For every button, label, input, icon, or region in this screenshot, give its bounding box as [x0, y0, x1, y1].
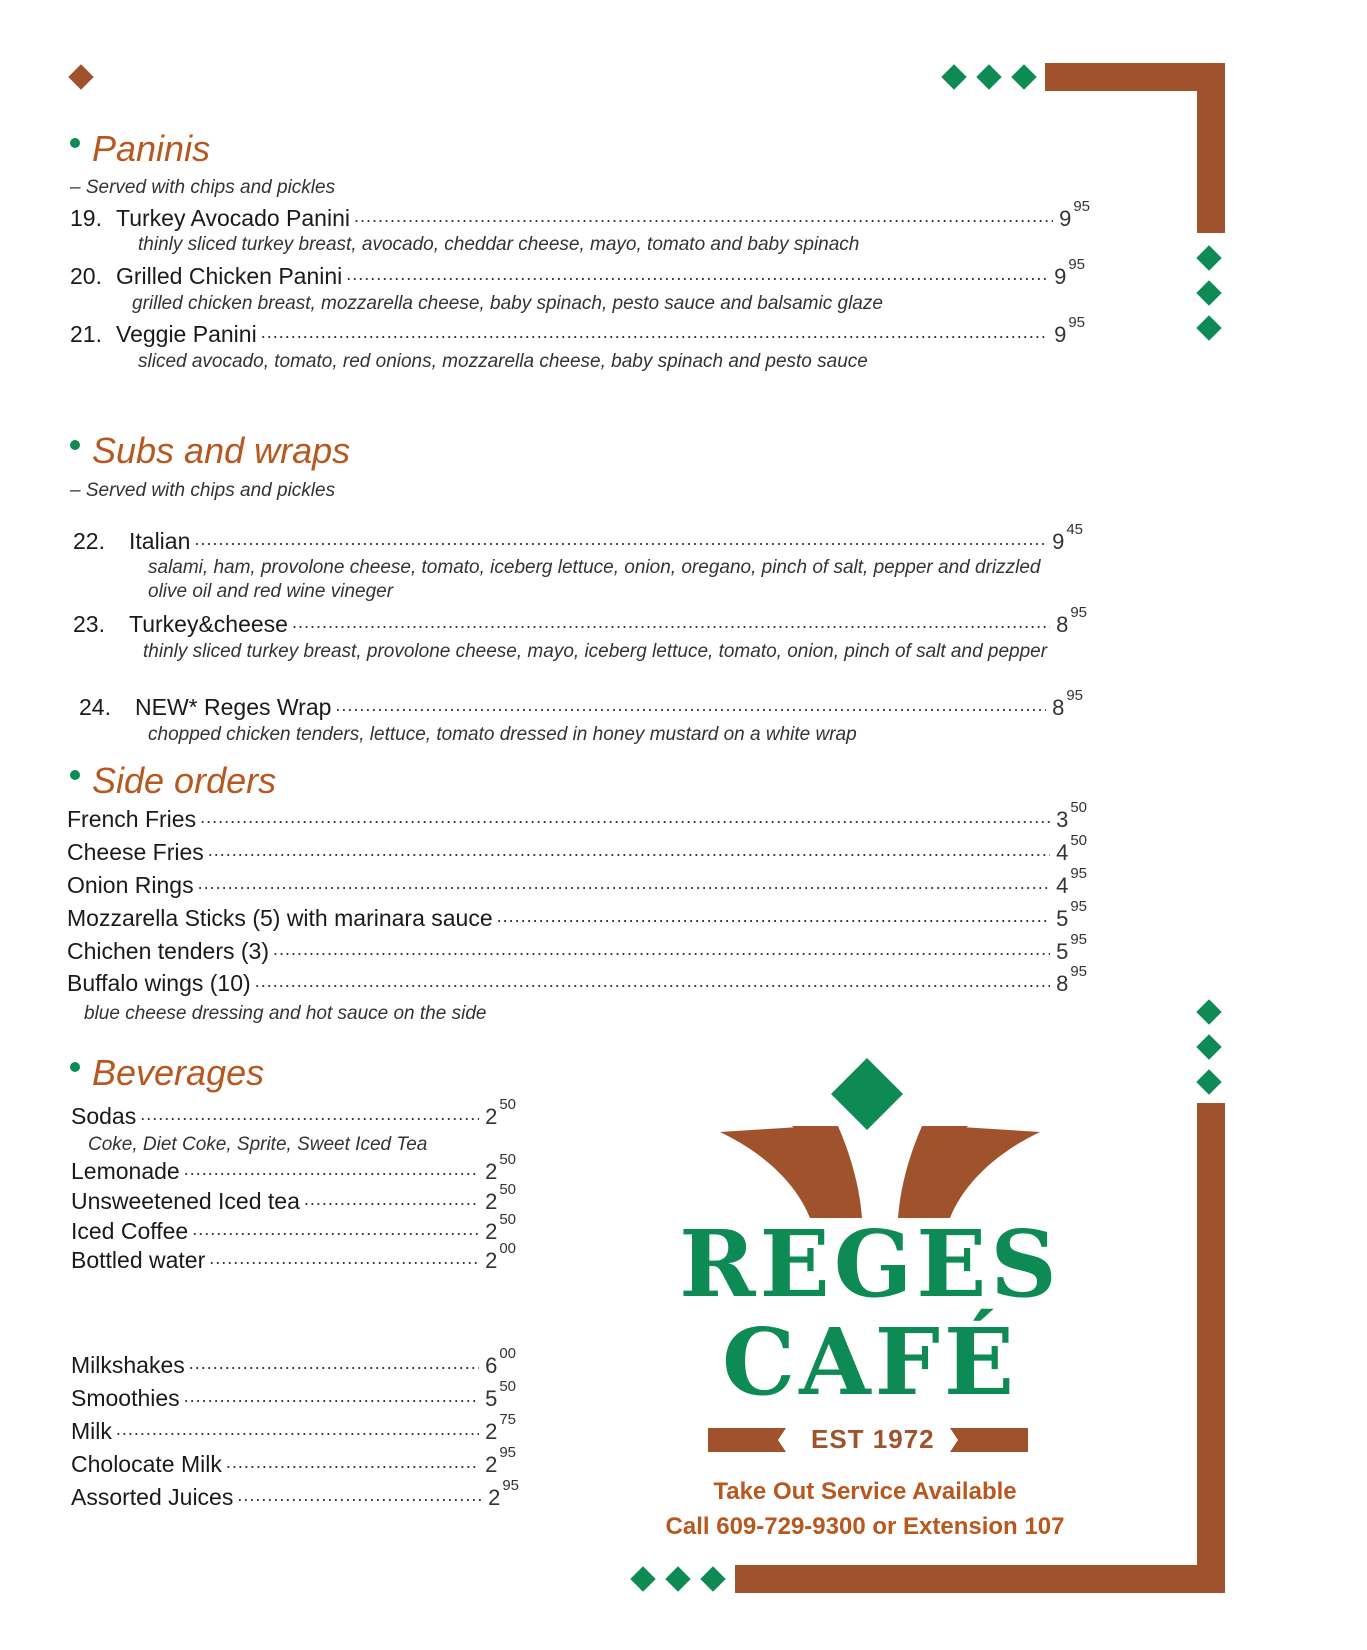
leader-dots: [209, 1248, 479, 1269]
diamond-icon: [1196, 1034, 1221, 1059]
menu-item: [67, 799, 1087, 833]
item-description: salami, ham, provolone cheese, tomato, iceberg lettuce, onion, oregano, pinch of salt, pepper and drizzled olive oil and red wine vineger: [148, 557, 1041, 602]
item-name: Unsweetened Iced tea: [71, 1188, 300, 1214]
leader-dots: [226, 1452, 479, 1473]
item-price: 5 $^{50}$: [485, 1378, 516, 1411]
bullet-icon: [70, 770, 80, 780]
leader-dots: [200, 807, 1050, 828]
menu-item: [73, 521, 1083, 555]
diamond-icon: [700, 1566, 725, 1591]
section-title-text: Subs and wraps: [92, 430, 351, 471]
item-price: 2 $^{95}$: [488, 1477, 519, 1510]
menu-item: [71, 1240, 516, 1274]
leader-dots: [292, 612, 1050, 633]
menu-item: [67, 963, 1087, 997]
item-name: Buffalo wings (10): [67, 970, 251, 996]
item-number: 20.: [70, 263, 102, 289]
menu-item: [67, 931, 1087, 965]
bullet-icon: [70, 1062, 80, 1072]
section-title-text: Side orders: [92, 760, 277, 801]
menu-item: [70, 314, 1085, 348]
leader-dots: [189, 1353, 479, 1374]
menu-item: [71, 1411, 516, 1445]
menu-item: [71, 1151, 516, 1185]
item-name: Onion Rings: [67, 872, 194, 898]
logo-emblem-icon: [700, 1050, 1060, 1220]
logo: [700, 1050, 1060, 1220]
logo-title-cafe: CAFÉ: [721, 1308, 1019, 1416]
item-name: Chichen tenders (3): [67, 938, 269, 964]
section-title-text: Paninis: [92, 128, 211, 169]
diamond-icon: [941, 64, 966, 89]
menu-item: [73, 604, 1087, 638]
leader-dots: [304, 1189, 479, 1210]
leader-dots: [273, 939, 1050, 960]
section-title-beverages: [70, 1052, 264, 1094]
est-year: EST 1972: [811, 1424, 935, 1454]
paninis-note: – Served with chips and pickles: [70, 177, 336, 198]
item-price: 8 $^{95}$: [1056, 604, 1087, 637]
item-price: 6 $^{00}$: [485, 1345, 516, 1378]
item-name: Cheese Fries: [67, 839, 204, 865]
menu-item: [67, 832, 1087, 866]
leader-dots: [116, 1419, 479, 1440]
diamond-icon: [665, 1566, 690, 1591]
leader-dots: [208, 840, 1050, 861]
menu-item: [71, 1477, 519, 1511]
section-title-sides: [70, 760, 276, 802]
sodas-note: Coke, Diet Coke, Sprite, Sweet Iced Tea: [88, 1134, 428, 1155]
item-number: 21.: [70, 321, 102, 347]
item-description: grilled chicken breast, mozzarella cheese, baby spinach, pesto sauce and balsamic glaze: [132, 293, 883, 314]
item-description: chopped chicken tenders, lettuce, tomato dressed in honey mustard on a white wrap: [148, 724, 857, 745]
item-name: Assorted Juices: [71, 1484, 234, 1510]
menu-item: [71, 1096, 516, 1130]
item-name: Turkey Avocado Panini: [116, 205, 350, 231]
section-title-text: Beverages: [92, 1052, 265, 1093]
leader-dots: [198, 873, 1050, 894]
leader-dots: [354, 206, 1053, 227]
item-name: Cholocate Milk: [71, 1451, 222, 1477]
item-price: 9 $^{95}$: [1059, 198, 1090, 231]
item-price: 2 $^{75}$: [485, 1411, 516, 1444]
leader-dots: [497, 906, 1050, 927]
leader-dots: [140, 1104, 479, 1125]
item-price: 9 $^{95}$: [1054, 256, 1085, 289]
item-name: French Fries: [67, 806, 197, 832]
item-price: 3 $^{50}$: [1056, 799, 1087, 832]
item-price: 4 $^{50}$: [1056, 832, 1087, 865]
leader-dots: [192, 1219, 479, 1240]
diamond-icon: [1196, 999, 1221, 1024]
item-description: thinly sliced turkey breast, provolone cheese, mayo, iceberg lettuce, tomato, onion, pinch of salt and pepper: [143, 641, 1048, 662]
leader-dots: [184, 1159, 479, 1180]
item-name: Iced Coffee: [71, 1218, 189, 1244]
item-name: Sodas: [71, 1103, 137, 1129]
item-name: Grilled Chicken Panini: [116, 263, 343, 289]
menu-item: [70, 198, 1090, 232]
item-price: 2 $^{50}$: [485, 1181, 516, 1214]
item-name: Milk: [71, 1418, 112, 1444]
item-name: Italian: [129, 528, 191, 554]
leader-dots: [237, 1485, 482, 1506]
item-price: 8 $^{95}$: [1052, 687, 1083, 720]
takeout-notice: Take Out Service Available: [713, 1478, 1017, 1505]
frame-bottom-bar: [735, 1565, 1225, 1593]
menu-item: [71, 1378, 516, 1412]
frame-right-top-bar: [1197, 63, 1225, 233]
item-name: Mozzarella Sticks (5) with marinara sauce: [67, 905, 493, 931]
menu-item: [71, 1211, 516, 1245]
item-price: 2 $^{95}$: [485, 1444, 516, 1477]
bullet-icon: [70, 138, 80, 148]
menu-item: [70, 256, 1085, 290]
leader-dots: [255, 971, 1050, 992]
item-price: 2 $^{50}$: [485, 1211, 516, 1244]
diamond-icon: [1196, 245, 1221, 270]
diamond-icon: [1196, 315, 1221, 340]
menu-item: [71, 1444, 516, 1478]
item-name: Bottled water: [71, 1247, 206, 1273]
item-name: Smoothies: [71, 1385, 180, 1411]
item-price: 2 $^{00}$: [485, 1240, 516, 1273]
item-name: Lemonade: [71, 1158, 180, 1184]
item-number: 23.: [73, 611, 105, 637]
section-title-subs: [70, 430, 350, 472]
diamond-icon: [1011, 64, 1036, 89]
item-name: Veggie Panini: [116, 321, 257, 347]
diamond-icon: [1196, 1069, 1221, 1094]
menu-item: [71, 1181, 516, 1215]
menu-item: [67, 898, 1087, 932]
item-name: NEW* Reges Wrap: [135, 694, 332, 720]
leader-dots: [261, 322, 1048, 343]
item-price: 8 $^{95}$: [1056, 963, 1087, 996]
leader-dots: [184, 1386, 479, 1407]
corner-diamond-icon: [68, 64, 93, 89]
item-price: 2 $^{50}$: [485, 1151, 516, 1184]
section-title-paninis: [70, 128, 210, 170]
item-price: 4 $^{95}$: [1056, 865, 1087, 898]
diamond-icon: [630, 1566, 655, 1591]
item-description: thinly sliced turkey breast, avocado, cheddar cheese, mayo, tomato and baby spinach: [138, 234, 860, 255]
menu-item: [67, 865, 1087, 899]
phone-number: Call 609-729-9300 or Extension 107: [665, 1513, 1065, 1540]
item-price: 9 $^{95}$: [1054, 314, 1085, 347]
item-number: 24.: [79, 694, 111, 720]
item-description: sliced avocado, tomato, red onions, mozzarella cheese, baby spinach and pesto sauce: [138, 351, 868, 372]
menu-item: [71, 1345, 516, 1379]
leader-dots: [335, 695, 1046, 716]
menu-item: [79, 687, 1083, 721]
item-price: 9 $^{45}$: [1052, 521, 1083, 554]
item-number: 22.: [73, 528, 105, 554]
logo-title-reges: REGES: [679, 1210, 1061, 1318]
diamond-icon: [1196, 280, 1221, 305]
item-number: 19.: [70, 205, 102, 231]
subs-note: – Served with chips and pickles: [70, 480, 336, 501]
wings-note: blue cheese dressing and hot sauce on the side: [84, 1003, 487, 1024]
item-name: Turkey&cheese: [129, 611, 288, 637]
leader-dots: [194, 529, 1046, 550]
diamond-icon: [976, 64, 1001, 89]
frame-right-bottom-bar: [1197, 1103, 1225, 1593]
bullet-icon: [70, 440, 80, 450]
item-price: 5 $^{95}$: [1056, 898, 1087, 931]
item-name: Milkshakes: [71, 1352, 185, 1378]
item-price: 5 $^{95}$: [1056, 931, 1087, 964]
leader-dots: [346, 264, 1048, 285]
item-price: 2 $^{50}$: [485, 1096, 516, 1129]
